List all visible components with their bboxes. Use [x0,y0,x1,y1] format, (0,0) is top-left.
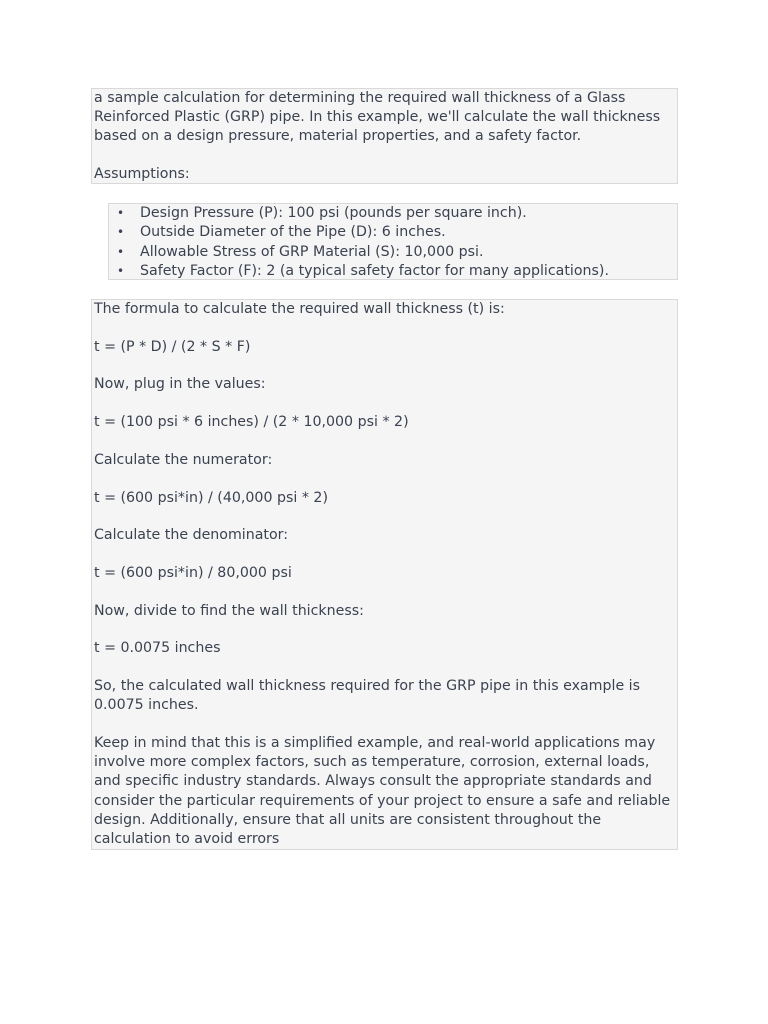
assumption-item-allowable-stress [109,243,677,262]
assumption-text: Allowable Stress of GRP Material (S): 10,000 psi. [140,243,484,260]
plug-in-label: Now, plug in the values: [94,376,266,393]
formula: t = (P * D) / (2 * S * F) [94,338,251,355]
calculation-section [91,299,678,850]
assumption-text: Design Pressure (P): 100 psi (pounds per square inch). [140,205,527,221]
intro-section [91,88,678,184]
assumptions-heading: Assumptions: [94,166,190,183]
assumption-text: Safety Factor (F): 2 (a typical safety factor for many applications). [140,262,609,279]
final-result: t = 0.0075 inches [94,640,221,657]
assumption-text: Outside Diameter of the Pipe (D): 6 inches. [140,224,446,241]
disclaimer-paragraph: Keep in mind that this is a simplified example, and real-world applications may involve more complex factors, such as temperature, corrosion, external loads, and specific industry standards. Always consult the appropriate standards and consider the particular requirements of your project to ensure a safe and reliable design. Additionally, ensure that all units are consistent throughout the calculation to avoid errors [94,734,671,847]
assumptions-list-section [108,203,678,280]
assumption-item-design-pressure [109,204,677,223]
divide-label: Now, divide to find the wall thickness: [94,602,364,619]
bullet-icon: • [117,225,125,240]
plugged-formula: t = (100 psi * 6 inches) / (2 * 10,000 psi * 2) [94,414,409,431]
denominator-result: t = (600 psi*in) / 80,000 psi [94,564,292,581]
formula-intro: The formula to calculate the required wall thickness (t) is: [94,301,505,317]
conclusion-paragraph: So, the calculated wall thickness required for the GRP pipe in this example is 0.0075 inches. [94,678,641,714]
bullet-icon: • [117,206,125,220]
assumption-item-safety-factor [109,262,677,281]
numerator-result: t = (600 psi*in) / (40,000 psi * 2) [94,489,328,506]
assumption-item-outside-diameter [109,223,677,242]
assumptions-list [109,204,677,281]
bullet-icon: • [117,244,125,259]
denominator-label: Calculate the denominator: [94,527,289,544]
bullet-icon: • [117,263,125,278]
intro-paragraph: a sample calculation for determining the required wall thickness of a Glass Reinforced Plastic (GRP) pipe. In this example, we'll calculate the wall thickness based on a design pressure, material properties, and a safety factor. [94,90,661,145]
numerator-label: Calculate the numerator: [94,451,273,468]
